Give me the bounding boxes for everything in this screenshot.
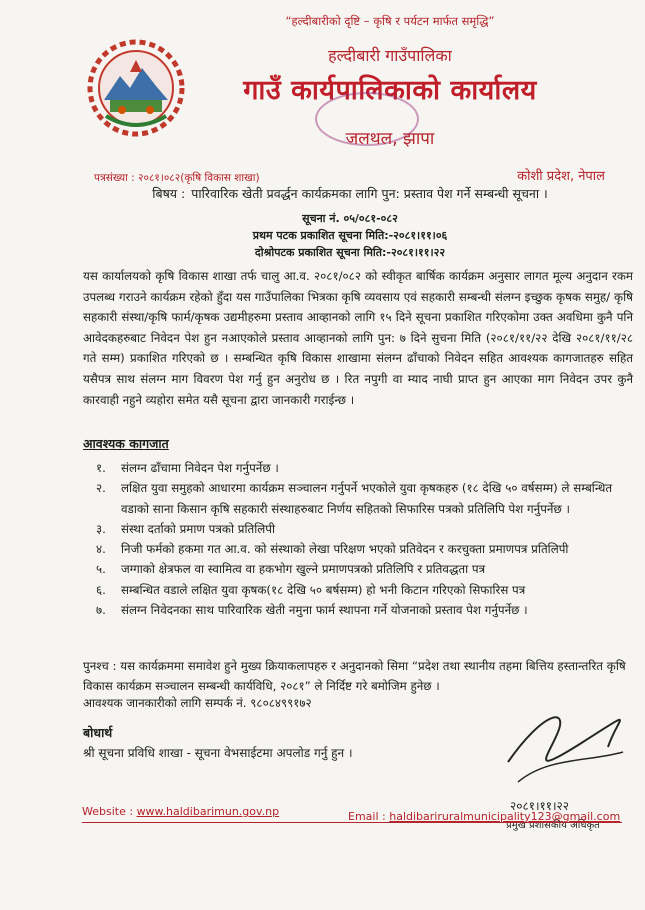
postscript: पुनश्च : यस कार्यक्रममा समावेश हुने मुख्य क्रियाकलापहरु र अनुदानको सिमा “प्रदेश तथा स्थानीय तहमा बित्तिय हस्तान्तरित कृषि विकास कार्यक्रम सञ्चालन सम्बन्धी कार्यविधि, २०८१” ले निर्दिष्ट गरे बमोजिम हुनेछ । [83, 659, 626, 694]
list-item [96, 519, 636, 539]
contact-number: आवश्यक जानकारीको लागि सम्पर्क नं. ९८०८४९९१७२ [83, 696, 312, 710]
item-text: सम्बन्धित वडाले लक्षित युवा कृषक(१८ देखि ५० बर्षसम्म) हो भनी किटान गरिएको सिफारिस पत्र [121, 582, 526, 597]
distribution-heading: बोधार्थ [83, 725, 113, 740]
email-link[interactable]: haldibariruralmunicipality123@gmail.com [389, 810, 621, 823]
item-text: संलग्न निवेदनका साथ पारिवारिक खेती नमुना फार्म स्थापना गर्ने योजनाको प्रस्ताव पेश गर्नुपर्नेछ । [121, 603, 528, 618]
signature-date: २०८१।११।२२ [510, 799, 570, 813]
province: कोशी प्रदेश, नेपाल [517, 169, 605, 184]
signature-title: प्रमुख प्रशासकीय अधिकृत [506, 820, 600, 831]
website-label: Website : [82, 805, 134, 818]
municipality-emblem-icon [86, 38, 186, 138]
item-text: संस्था दर्ताको प्रमाण पत्रको प्रतिलिपी [121, 521, 276, 536]
subject-text: पारिवारिक खेती प्रवर्द्धन कार्यक्रमका लागि पुन: प्रस्ताव पेश गर्ने सम्बन्धी सूचना । [191, 186, 548, 201]
item-text: निजी फर्मको हकमा गत आ.व. को संस्थाको लेखा परिक्षण भएको प्रतिवेदन र करचुक्ता प्रमाणपत्र प्रतिलिपी [121, 542, 569, 557]
item-number: ७. [96, 603, 106, 618]
municipality-name: हल्दीबारी गाउँपालिका [328, 46, 452, 65]
item-text: संलग्न ढाँचामा निवेदन पेश गर्नुपर्नेछ । [121, 461, 279, 475]
notice-number: सूचना नं. ०५/०८१-०८२ [302, 212, 398, 225]
office-title: गाउँ कार्यपालिकाको कार्यालय [243, 75, 537, 106]
list-item [96, 458, 636, 478]
list-item [96, 559, 636, 579]
item-number: ६. [96, 582, 106, 597]
item-text: लक्षित युवा समुहको आधारमा कार्यक्रम सञ्चालन गर्नुपर्ने भएकोले युवा कृषकहरु (१८ देखि ५० वर्षसम्म) ले सम्बन्धित वडाको साना किसान कृषि सहकारी संस्थाहरुबाट निर्णय सहितको सिफारिस पत्रको प्रतिलिपि पेश गर्नुपर्नेछ । [121, 481, 613, 516]
item-text: जग्गाको क्षेत्रफल वा स्वामित्व वा हकभोग खुल्ने प्रमाणपत्रको प्रतिलिपि र प्रतिवद्धता पत्र [121, 562, 486, 577]
list-item [96, 478, 636, 519]
first-published-date: प्रथम पटक प्रकाशित सूचना मिति:-२०८१।११।०६ [252, 229, 448, 242]
list-item [96, 539, 636, 559]
office-location: जलथल, झापा [345, 129, 435, 149]
email-label: Email : [348, 810, 386, 823]
required-documents-list [96, 458, 636, 620]
distribution-line: श्री सूचना प्रविधि शाखा - सूचना वेभसाईटमा अपलोड गर्नु हुन । [83, 746, 353, 760]
list-item [96, 580, 636, 600]
motto: “हल्दीबारीको दृष्टि – कृषि र पर्यटन मार्फत समृद्धि” [285, 14, 495, 28]
notice-body: यस कार्यालयको कृषि विकास शाखा तर्फ चालु आ.व. २०८१/०८२ को स्वीकृत बार्षिक कार्यक्रम अनुसार लागत मूल्य अनुदान रकम उपलब्ध गराउने कार्यक्रम रहेको हुँदा यस गाउँपालिका भित्रका कृषि व्यवसाय एवं सहकारी सम्बन्धी संलग्न इच्छुक कृषक समुह/ कृषि सहकारी संस्था/कृषि फार्म/कृषक उद्यमीहरुमा प्रस्ताव आव्हानको लागि १५ दिने सूचना प्रकाशित गरिएकोमा उक्त अवधिमा कुनै पनि आवेदकहरुबाट निवेदन पेश हुन नआएकोले प्रस्ताव आव्हानको लागि पुन: ७ दिने सुचना मिति (२०८१/११/२२ देखि २०८१/११/२८ गते सम्म) प्रकाशित गरिएको छ । सम्बन्धित कृषि विकास शाखामा संलग्न ढाँचाको निवेदन सहित आवश्यक कागजातहरु सहित यसैपत्र साथ संलग्न माग विवरण पेश गर्नु हुन अनुरोध छ । रित नपुगी वा म्याद नाघी प्राप्त हुन आएका माग निवेदन उपर कुनै कारवाही नहुने व्यहोरा समेत यसै सूचना द्वारा जानकारी गराईन्छ । [83, 269, 633, 407]
second-published-date: दोश्रोपटक प्रकाशित सूचना मिति:-२०८१।११।२२ [254, 246, 446, 259]
item-number: ५. [96, 562, 106, 577]
item-number: ४. [96, 542, 106, 557]
footer-website [82, 805, 279, 818]
list-item [96, 600, 636, 620]
website-link[interactable]: www.haldibarimun.gov.np [136, 805, 280, 818]
reference-number: पत्रसंख्या : २०८१।०८२(कृषि विकास शाखा) [94, 172, 260, 184]
footer-divider [82, 822, 622, 823]
subject-line [60, 185, 640, 202]
documents-heading: आवश्यक कागजात [83, 436, 169, 451]
item-number: ३. [96, 521, 106, 536]
item-number: १. [96, 461, 106, 475]
subject-label: बिषय : [152, 186, 186, 201]
item-number: २. [96, 481, 106, 496]
